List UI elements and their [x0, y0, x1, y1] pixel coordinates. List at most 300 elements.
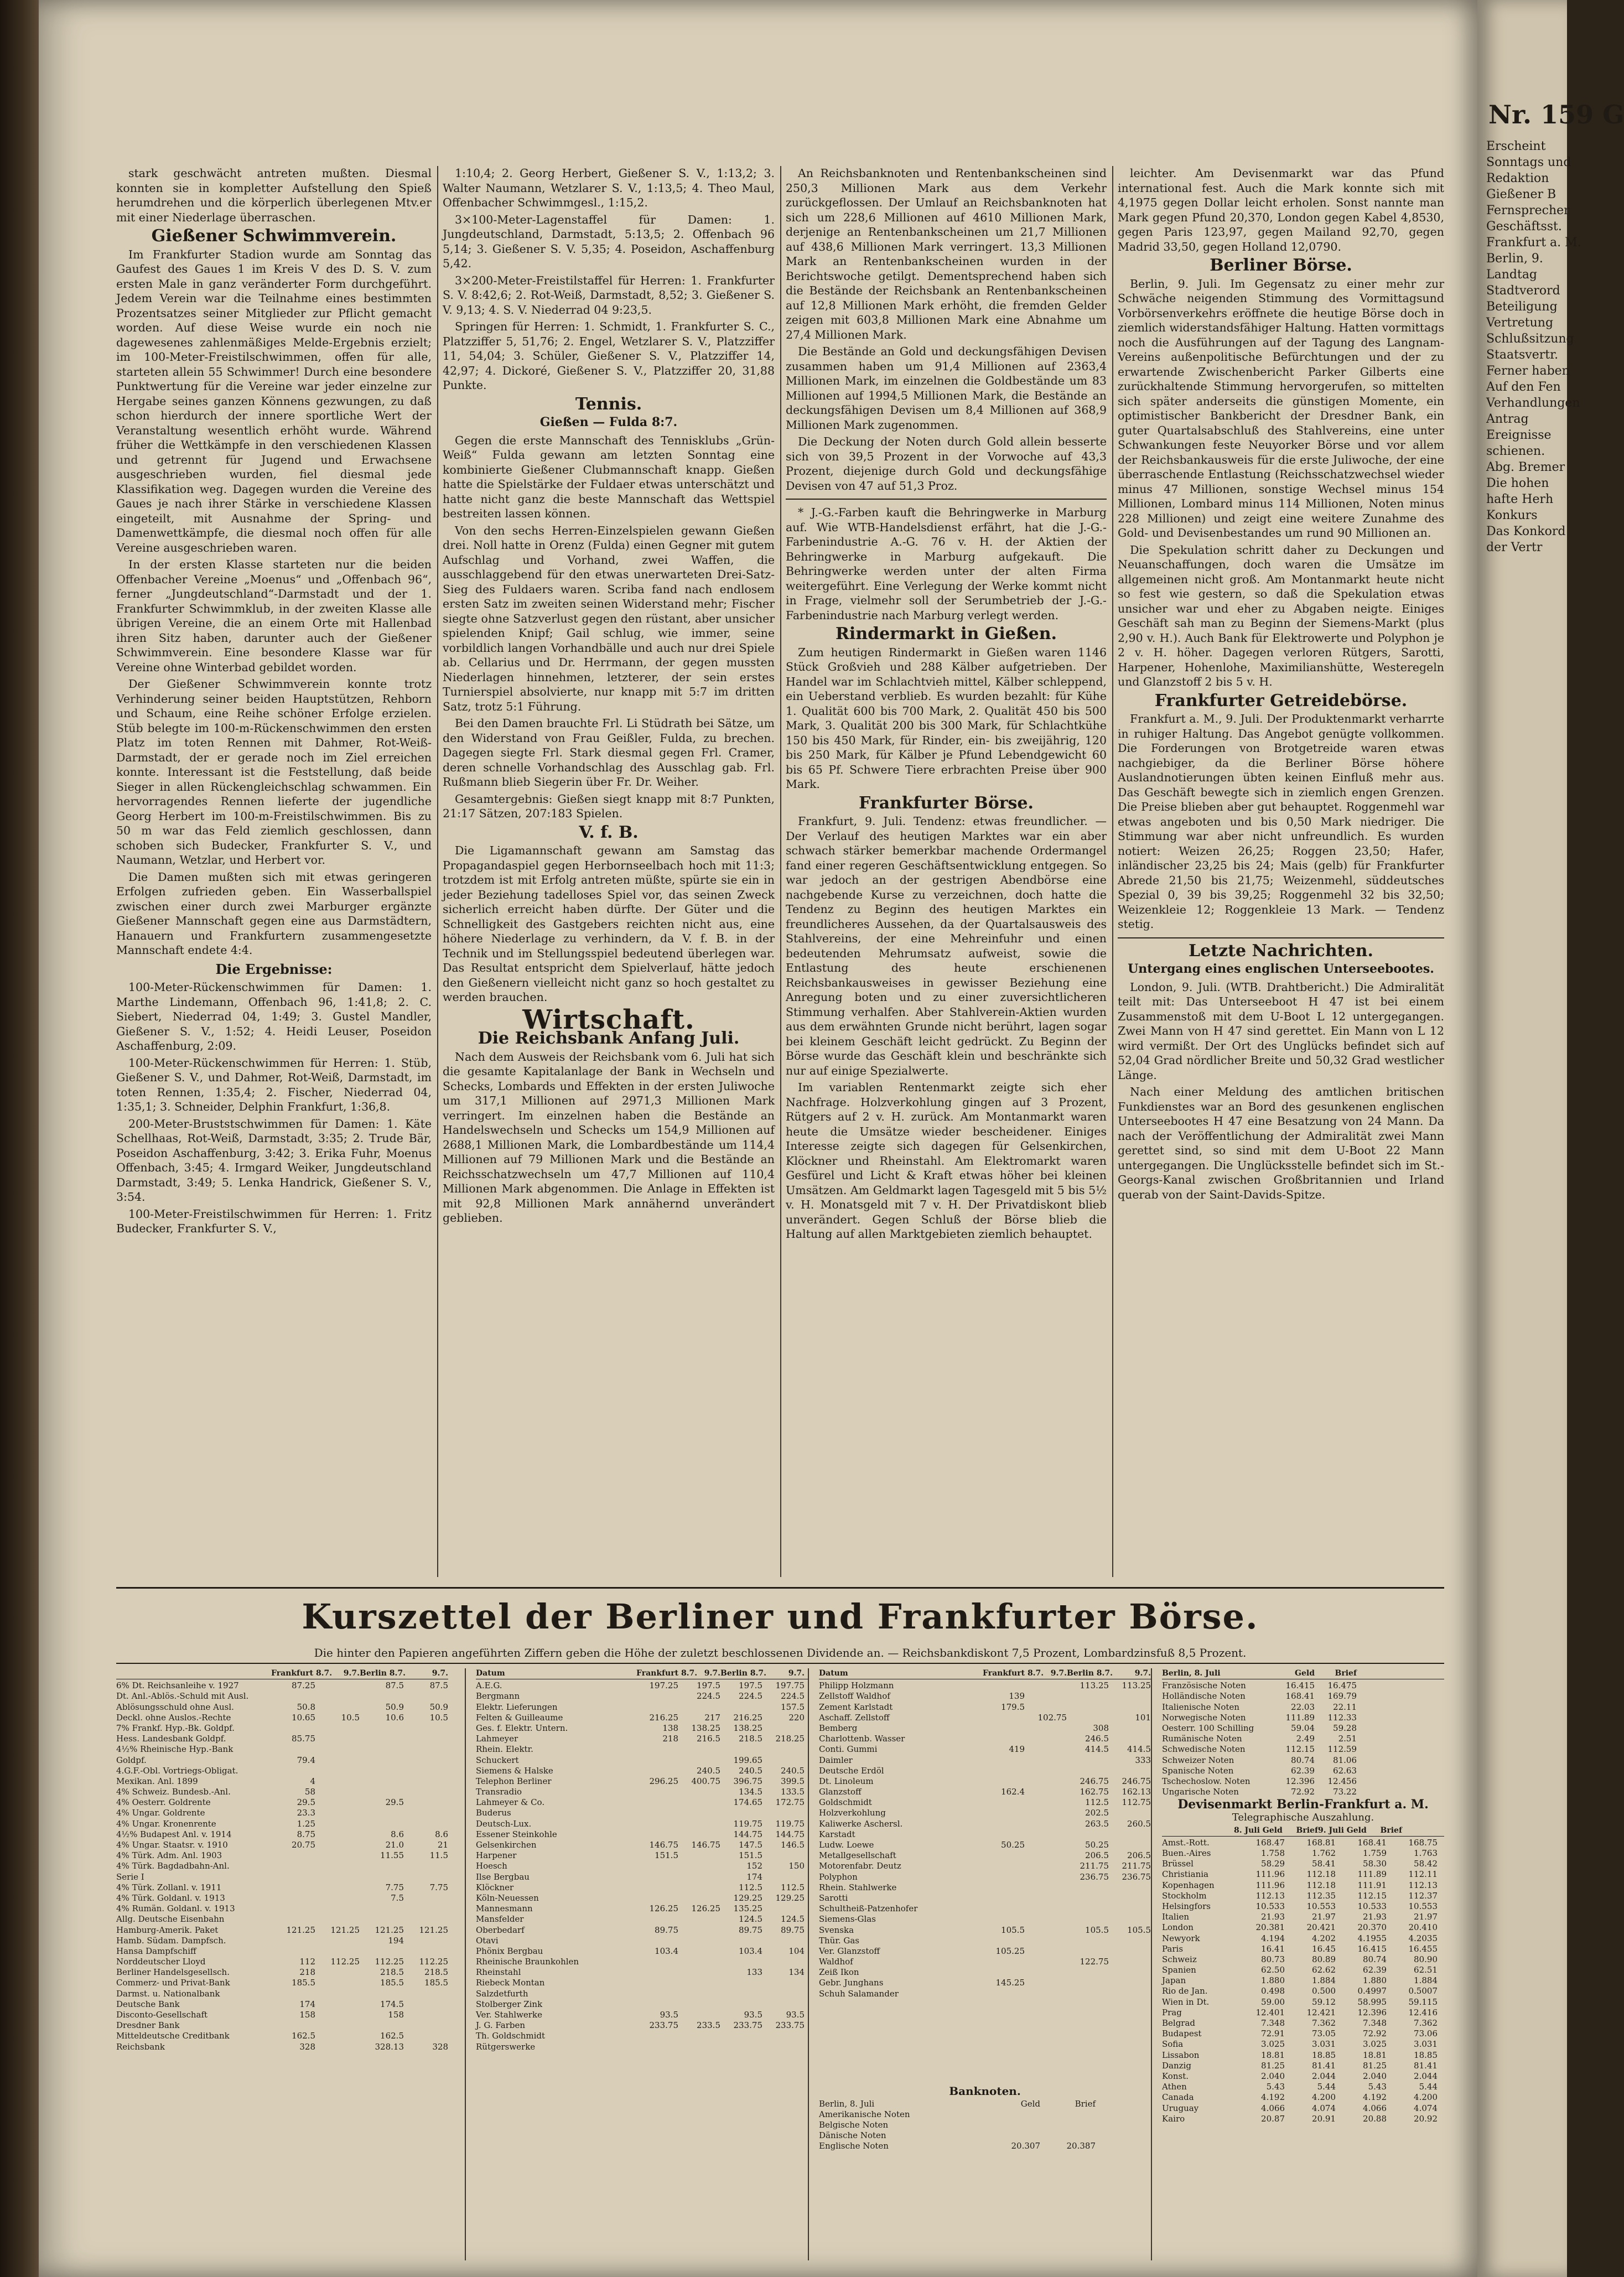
price-cell: 72.92: [1291, 1787, 1315, 1797]
security-name: 4% Ungar. Kronenrente: [116, 1818, 216, 1829]
rate-cell: 21.97: [1312, 1912, 1336, 1922]
price-cell: 29.5: [297, 1797, 315, 1808]
price-cell: [1109, 1914, 1151, 1925]
security-name: Dresdner Bank: [116, 2020, 180, 2031]
article-paragraph: Die Bestände an Gold und deckungsfähigen Devisen zusammen haben um 91,4 Millionen auf 2363,4 Millionen Mark, im einzelnen die Goldbestände um 83 Millionen auf 1994,5 Millionen Mark, die Bestände an deckungsfähigen Devisen um 8,4 Millionen auf 368,9 Millionen Mark zugenommen.: [786, 345, 1107, 432]
price-cell: 112.5: [1085, 1797, 1109, 1808]
table-row: [116, 2010, 448, 2020]
price-cell: [636, 1819, 678, 1829]
table-row: [819, 1840, 1151, 1850]
table-row: [1162, 1734, 1444, 1744]
price-cell: 89.75: [655, 1925, 678, 1935]
table-row: [116, 1967, 448, 1978]
price-cell: [1025, 1691, 1067, 1702]
book-spine: [0, 0, 39, 2277]
price-cell: [983, 1808, 1025, 1818]
price-cell: [1025, 1893, 1067, 1903]
price-cell: [678, 1946, 720, 1957]
price-cell: [636, 1999, 678, 2010]
security-name: Schweizer Noten: [1162, 1755, 1234, 1765]
price-cell: 81.06: [1333, 1755, 1357, 1765]
price-cell: [271, 1903, 315, 1914]
price-cell: 174.5: [380, 1999, 404, 2009]
currency-name: Stockholm: [1162, 1890, 1207, 1901]
price-cell: [315, 1797, 360, 1808]
price-cell: [983, 1819, 1025, 1829]
table-row: [1162, 2039, 1444, 2050]
price-cell: [315, 1680, 360, 1691]
price-cell: [1109, 1946, 1151, 1957]
price-cell: [404, 1819, 448, 1829]
rate-cell: 12.416: [1408, 2007, 1438, 2017]
price-cell: 87.5: [385, 1680, 404, 1691]
price-cell: 218.5: [424, 1967, 448, 1978]
price-cell: [983, 1893, 1025, 1903]
right-page-edge: [1477, 0, 1624, 2277]
security-name: Rhein. Elektr.: [476, 1744, 533, 1755]
header-cell: 9. Juli Geld: [1318, 1825, 1367, 1835]
price-cell: 7.5: [391, 1892, 404, 1903]
article-paragraph: Zum heutigen Rindermarkt in Gießen waren 1146 Stück Großvieh und 288 Kälber aufgetrieben. Der Handel war im Schlachtvieh mittel, Kälber schleppend, ein Ueberstand verblieb. Es wurden bezahlt: für Kühe 1. Qualität 600 bis 700 Mark, 2. Qualität 450 bis 500 Mark, 3. Qualität 200 bis 300 Mark, für Schlachtkühe 150 bis 450 Mark, für Rinder, ein- bis zweijährig, 120 bis 250 Mark, für Kälber je Pfund Lebendgewicht 60 bis 65 Pf. Schwere Tiere erbrachten Preise über 900 Mark.: [786, 645, 1107, 791]
price-cell: 121.25: [286, 1925, 315, 1935]
price-cell: [1025, 1787, 1067, 1797]
security-name: Hamb. Südam. Dampfsch.: [116, 1935, 226, 1946]
price-cell: 218: [662, 1734, 678, 1744]
table-row: [819, 2130, 1151, 2141]
security-name: Daimler: [819, 1755, 853, 1765]
security-name: Rheinische Braunkohlen: [476, 1957, 579, 1967]
security-name: Zellstoff Waldhof: [819, 1691, 890, 1702]
price-cell: 50.9: [429, 1702, 448, 1712]
price-cell: [762, 2031, 805, 2041]
price-cell: 89.75: [781, 1925, 805, 1935]
security-name: Philipp Holzmann: [819, 1680, 894, 1691]
price-cell: [1067, 1936, 1109, 1946]
security-name: Disconto-Gesellschaft: [116, 2010, 208, 2020]
price-cell: [636, 1989, 678, 1999]
price-cell: 162.5: [292, 2031, 315, 2041]
price-cell: 419: [1009, 1744, 1025, 1755]
security-name: Ver. Stahlwerke: [476, 2010, 542, 2020]
price-cell: [1067, 1903, 1109, 1914]
price-cell: [360, 1808, 404, 1818]
price-cell: [271, 1989, 315, 1999]
rate-cell: 111.96: [1255, 1869, 1285, 1880]
price-cell: 112.25: [419, 1957, 448, 1967]
price-cell: 216.25: [649, 1712, 678, 1723]
rate-cell: 0.4997: [1357, 1986, 1387, 1996]
column-divider: [437, 166, 438, 1577]
table-row: [116, 1957, 448, 1967]
price-cell: 119.75: [733, 1818, 762, 1829]
kurszettel-title: Kurszettel der Berliner und Frankfurter Börse.: [302, 1596, 1259, 1637]
rate-cell: 62.39: [1363, 1965, 1387, 1975]
table-row: [819, 1850, 1151, 1861]
article-paragraph: Die Ligamannschaft gewann am Samstag das Propagandaspiel gegen Herbornseelbach hoch mit 11:3; trotzdem ist mit Erfolg antreten müßte, spürte sie ein in jeder Beziehung tadelloses Spiel vor, das seinen Zweck sicherlich erreicht haben dürfte. Der Güter und die Schnelligkeit des Gastgebers reichten nicht aus, eine höhere Niederlage zu verhindern, da V. f. B. in der Technik und im Stellungsspiel bedeutend überlegen war. Das Resultat entspricht dem Spielverlauf, hätte jedoch den Gießenern vielleicht nicht ganz so hoch gestaltet zu werden brauchen.: [443, 844, 775, 1004]
security-name: Allg. Deutsche Eisenbahn: [116, 1914, 225, 1925]
article-paragraph: 3×100-Meter-Lagenstaffel für Damen: 1. Jungdeutschland, Darmstadt, 5:13,5; 2. Offenbach 96 5,14; 3. Gießener S. V. 5,35; 4. Poseidon, Aschaffenburg 5,42.: [443, 212, 775, 270]
rate-cell: 4.066: [1363, 2103, 1387, 2113]
header-cell: Datum: [476, 1669, 505, 1678]
security-name: Motorenfabr. Deutz: [819, 1861, 901, 1871]
price-cell: 50.25: [1085, 1840, 1109, 1850]
price-cell: [271, 1861, 315, 1871]
price-cell: 139: [1009, 1691, 1025, 1702]
rate-cell: 62.51: [1414, 1965, 1438, 1975]
article-paragraph: London, 9. Juli. (WTB. Drahtbericht.) Die Admiralität teilt mit: Das Unterseeboot H 47 ist bei einem Zusammenstoß mit dem U-Boot L 12 untergegangen. Zwei Mann von H 47 sind gerettet. Ein Mann von L 12 wird vermißt. Der Ort des Unglücks befindet sich auf 52,04 Grad nördlicher Breite und 50,32 Grad westlicher Länge.: [1118, 980, 1444, 1082]
price-cell: 144.75: [775, 1829, 805, 1839]
table-header: [1162, 1825, 1444, 1837]
column-divider: [1112, 166, 1113, 1577]
rate-cell: 4.066: [1261, 2103, 1285, 2113]
security-name: Gebr. Junghans: [819, 1978, 884, 1988]
price-cell: 87.25: [292, 1680, 315, 1691]
security-name: Schultheiß-Patzenhofer: [819, 1903, 918, 1914]
security-name: Ges. f. Elektr. Untern.: [476, 1723, 568, 1733]
table-row: [116, 1702, 448, 1713]
table-row: [1162, 1880, 1444, 1891]
price-cell: 263.5: [1085, 1818, 1109, 1829]
security-name: Lahmeyer & Co.: [476, 1797, 545, 1808]
price-cell: 211.75: [1080, 1861, 1109, 1871]
rate-cell: 7.348: [1261, 2018, 1285, 2029]
price-cell: [1025, 1723, 1067, 1734]
header-cell: 9.7.: [704, 1669, 720, 1678]
security-name: Spanische Noten: [1162, 1765, 1234, 1776]
article-paragraph: An Reichsbanknoten und Rentenbankscheinen sind 250,3 Millionen Mark aus dem Verkehr zurückgeflossen. Der Umlauf an Reichsbanknoten hat sich um 228,6 Millionen auf 4610 Millionen Mark, derjenige an Rentenbankscheinen um 21,7 Millionen auf 438,6 Millionen Mark verringert. 13,3 Millionen Mark an Rentenbankscheinen wurden in der Berichtswoche getilgt. Dementsprechend haben sich die Bestände der Reichsbank an Rentenbankscheinen auf 12,8 Millionen Mark erhöht, die fremden Gelder zeigen mit 603,8 Millionen Mark eine Abnahme um 27,4 Millionen Mark.: [786, 167, 1107, 341]
price-cell: [360, 1734, 404, 1744]
header-cell: Brief: [1075, 2099, 1096, 2109]
currency-name: Canada: [1162, 2092, 1194, 2103]
rate-cell: 21.93: [1363, 1912, 1387, 1922]
table-row: [819, 1713, 1151, 1723]
rate-cell: 4.200: [1414, 2092, 1438, 2103]
price-cell: [1025, 1989, 1067, 1999]
devisen-subtitle: Telegraphische Auszahlung.: [1232, 1812, 1374, 1824]
price-cell: [404, 1691, 448, 1702]
table-row: [819, 1829, 1151, 1840]
price-cell: [678, 1808, 720, 1818]
price-cell: [360, 1946, 404, 1957]
column-sport-wirtschaft: [443, 166, 775, 1228]
table-row: [476, 2042, 808, 2052]
price-cell: 21: [437, 1840, 448, 1850]
price-cell: [1025, 1957, 1067, 1967]
article-paragraph: 100-Meter-Rückenschwimmen für Damen: 1. Marthe Lindemann, Offenbach 96, 1:41,8; 2. C. Siebert, Niederrad 04, 1:49; 3. Gustel Mandler, Gießener S. V., 1:52; 4. Heidi Leuser, Poseidon Aschaffenburg, 2:09.: [116, 981, 432, 1052]
security-name: A.E.G.: [476, 1680, 502, 1691]
price-cell: 105.5: [1127, 1925, 1151, 1935]
price-cell: 152: [746, 1861, 762, 1871]
rate-cell: [985, 2109, 1040, 2120]
rate-cell: 72.91: [1261, 2029, 1285, 2039]
table-row: [1162, 1755, 1444, 1766]
price-cell: [404, 2010, 448, 2020]
price-cell: 124.5: [781, 1914, 805, 1925]
price-cell: [1025, 1967, 1067, 1978]
table-row: [1162, 2008, 1444, 2018]
currency-name: Brüssel: [1162, 1859, 1194, 1869]
edge-line: hafte Herh: [1486, 492, 1554, 506]
price-cell: 10.65: [292, 1712, 315, 1723]
price-cell: [404, 1936, 448, 1946]
security-name: Köln-Neuessen: [476, 1892, 539, 1903]
table-row: [819, 1989, 1151, 1999]
currency-name: Danzig: [1162, 2060, 1191, 2071]
security-name: Rütgerswerke: [476, 2041, 536, 2052]
column-wirtschaft: [786, 166, 1107, 1244]
price-cell: [636, 1702, 678, 1713]
price-cell: [1109, 1903, 1151, 1914]
rate-cell: 168.41: [1357, 1837, 1387, 1848]
price-cell: [678, 1957, 720, 1967]
kurs-table-anleihen: [116, 1668, 448, 2052]
price-cell: 134: [788, 1967, 805, 1978]
edge-line: Ereignisse: [1486, 428, 1552, 442]
price-cell: [1025, 1872, 1067, 1882]
rate-cell: [985, 2130, 1040, 2141]
price-cell: [636, 1957, 678, 1967]
security-name: Stolberger Zink: [476, 1999, 543, 2009]
column-boerse-nachrichten: [1118, 166, 1444, 1204]
edge-line: Erscheint: [1486, 139, 1546, 153]
table-row: [116, 1766, 448, 1776]
price-cell: [1025, 1797, 1067, 1808]
security-name: Mexikan. Anl. 1899: [116, 1776, 198, 1786]
price-cell: 112: [299, 1957, 315, 1967]
rate-cell: 80.74: [1363, 1954, 1387, 1964]
article-paragraph: Die Damen mußten sich mit etwas geringeren Erfolgen zufrieden geben. Ein Wasserballspiel zwischen einer durch zwei Marburger ergänzte Gießener Mannschaft gegen eine aus Darmstädtern, Hanauern und Frankfurtern zusammengesetzte Mannschaft endete 4:4.: [116, 870, 432, 957]
price-cell: 233.75: [733, 2020, 762, 2031]
price-cell: 174: [299, 1999, 315, 2009]
price-cell: [983, 1797, 1025, 1808]
security-name: 4.G.F.-Obl. Vortriegs-Obligat.: [116, 1765, 238, 1776]
table-row: [476, 1999, 808, 2010]
table-row: [819, 1978, 1151, 1988]
edge-line: Konkurs: [1486, 509, 1538, 522]
rate-cell: 168.75: [1408, 1837, 1438, 1848]
security-name: 4% Türk. Bagdadbahn-Anl.: [116, 1861, 230, 1871]
security-name: Mansfelder: [476, 1914, 524, 1925]
edge-line: Geschäftsst.: [1486, 220, 1562, 234]
article-paragraph: Gegen die erste Mannschaft des Tennisklubs „Grün-Weiß“ Fulda gewann am letzten Sonntag eine kombinierte Gießener Clubmannschaft knapp. Gießen hatte die Spielstärke der Fuldaer etwas unterschätzt und hatte nicht ganz die beste Mannschaft das Wettspiel bestreiten lassen können.: [443, 433, 775, 520]
price-cell: [1025, 1808, 1067, 1818]
header-cell: Frankfurt 8.7.: [983, 1669, 1044, 1678]
table-row: [819, 1702, 1151, 1713]
price-cell: [1025, 1766, 1067, 1776]
rate-cell: 7.362: [1312, 2018, 1336, 2029]
price-cell: [762, 1903, 805, 1914]
table-row: [476, 1957, 808, 1967]
edge-line: Die hohen: [1486, 476, 1549, 490]
price-cell: [983, 1989, 1025, 1999]
security-name: Zeiß Ikon: [819, 1967, 859, 1978]
article-paragraph: Bei den Damen brauchte Frl. Li Stüdrath bei Sätze, um den Widerstand von Frau Geißler, Fulda, zu brechen. Dagegen siegte Frl. Stark diesmal gegen Frl. Cramer, deren schnelle Vorhandschlag des Ausschlag gab. Frl. Rußmann blieb Siegerin über Fr. Dr. Weiher.: [443, 717, 775, 789]
price-cell: 240.5: [739, 1765, 762, 1776]
table-row: [476, 1840, 808, 1850]
price-cell: 172.75: [775, 1797, 805, 1808]
table-row: [1162, 1986, 1444, 1996]
table-row: [116, 1893, 448, 1903]
price-cell: [983, 1776, 1025, 1787]
price-cell: 211.75: [1122, 1861, 1151, 1871]
security-name: 4% Türk. Goldanl. v. 1913: [116, 1892, 225, 1903]
security-name: Thür. Gas: [819, 1935, 860, 1946]
price-cell: 59.04: [1291, 1723, 1315, 1733]
table-row: [476, 2020, 808, 2031]
price-cell: 16.415: [1285, 1680, 1315, 1691]
price-cell: [1109, 1808, 1151, 1818]
table-row: [819, 2109, 1151, 2120]
security-name: Harpener: [476, 1850, 517, 1861]
rate-cell: 5.43: [1368, 2082, 1387, 2092]
price-cell: 62.63: [1333, 1765, 1357, 1776]
table-row: [1162, 2103, 1444, 2114]
price-cell: [404, 1744, 448, 1755]
price-cell: [404, 1776, 448, 1787]
price-cell: [983, 1914, 1025, 1925]
article-paragraph: 200-Meter-Bruststschwimmen für Damen: 1. Käte Schellhaas, Rot-Weiß, Darmstadt, 3:35; 2. Trude Bär, Poseidon Aschaffenburg, 3:42; 3. Erika Fuhr, Moenus Offenbach, 3:45; 4. Irmgard Weiker, Jungdeutschland Darmstadt, 3:49; 5. Lenka Handrick, Gießener S. V., 3:54.: [116, 1117, 432, 1204]
table-row: [1162, 2018, 1444, 2029]
table-row: [819, 1797, 1151, 1808]
price-cell: 104: [788, 1946, 805, 1956]
table-row: [1162, 1744, 1444, 1755]
header-cell: Datum: [819, 1669, 848, 1678]
table-row: [1162, 1965, 1444, 1975]
rate-cell: 4.194: [1261, 1933, 1285, 1943]
table-row: [116, 1744, 448, 1755]
rate-cell: 20.421: [1306, 1922, 1336, 1933]
security-name: Tschechoslow. Noten: [1162, 1776, 1251, 1786]
rate-cell: 12.396: [1357, 2007, 1387, 2017]
price-cell: 157.5: [781, 1702, 805, 1712]
price-cell: 399.5: [781, 1776, 805, 1786]
security-name: Deutsch-Lux.: [476, 1818, 532, 1829]
security-name: Italienische Noten: [1162, 1702, 1239, 1712]
price-cell: 144.75: [733, 1829, 762, 1839]
price-cell: [315, 2020, 360, 2031]
banknoten-title: Banknoten.: [949, 2084, 1021, 2098]
price-cell: [360, 1755, 404, 1766]
rate-cell: 18.81: [1363, 2050, 1387, 2060]
rate-cell: 58.30: [1363, 1859, 1387, 1869]
price-cell: 129.25: [733, 1892, 762, 1903]
table-row: [116, 1680, 448, 1691]
rate-cell: 20.387: [1066, 2141, 1096, 2151]
price-cell: [360, 2020, 404, 2031]
table-row: [476, 1766, 808, 1776]
price-cell: 124.5: [739, 1914, 762, 1925]
rate-cell: 4.200: [1312, 2092, 1336, 2103]
price-cell: [315, 1903, 360, 1914]
rate-cell: 112.37: [1408, 1890, 1438, 1901]
rate-cell: 73.06: [1414, 2029, 1438, 2039]
table-row: [819, 1957, 1151, 1967]
price-cell: [315, 1936, 360, 1946]
price-cell: 199.65: [733, 1755, 762, 1765]
rate-cell: 10.533: [1255, 1901, 1285, 1911]
currency-name: Spanien: [1162, 1965, 1196, 1975]
table-row: [116, 1840, 448, 1850]
header-cell: Brief: [1335, 1669, 1357, 1678]
table-row: [1162, 1891, 1444, 1901]
table-row: [116, 1999, 448, 2010]
price-cell: 185.5: [380, 1978, 404, 1988]
price-cell: [983, 1936, 1025, 1946]
currency-name: Japan: [1162, 1975, 1186, 1986]
table-row: [819, 1861, 1151, 1871]
rate-cell: [1040, 2109, 1096, 2120]
table-row: [476, 2010, 808, 2020]
price-cell: [271, 1946, 315, 1957]
security-name: Mitteldeutsche Creditbank: [116, 2031, 230, 2041]
security-name: Deutsche Bank: [116, 1999, 180, 2009]
table-row: [476, 1702, 808, 1713]
price-cell: [360, 1819, 404, 1829]
price-cell: [404, 2031, 448, 2041]
rate-cell: 62.50: [1261, 1965, 1285, 1975]
table-row: [116, 1872, 448, 1882]
edge-line: Fernsprecher: [1486, 204, 1570, 217]
rate-cell: 10.553: [1306, 1901, 1336, 1911]
table-row: [1162, 1838, 1444, 1848]
price-cell: 150: [788, 1861, 805, 1871]
rate-cell: 5.43: [1266, 2082, 1285, 2092]
price-cell: 121.25: [330, 1925, 360, 1935]
price-cell: 10.5: [429, 1712, 448, 1723]
price-cell: [1109, 1702, 1151, 1713]
table-row: [819, 2141, 1151, 2151]
price-cell: [678, 1893, 720, 1903]
header-cell: Geld: [1020, 2099, 1040, 2109]
price-cell: [1067, 1914, 1109, 1925]
table-row: [116, 1797, 448, 1808]
security-name: Hansa Dampfschiff: [116, 1946, 196, 1956]
table-row: [116, 1882, 448, 1893]
table-row: [1162, 2092, 1444, 2103]
price-cell: 112.5: [781, 1882, 805, 1892]
rate-cell: 111.89: [1357, 1869, 1387, 1880]
edge-line: Staatsvertr.: [1486, 348, 1559, 362]
price-cell: [678, 1819, 720, 1829]
price-cell: 217: [704, 1712, 720, 1723]
price-cell: [636, 1808, 678, 1818]
table-row: [476, 1691, 808, 1702]
price-cell: [1109, 1978, 1151, 1988]
price-cell: [636, 1755, 678, 1766]
security-name: Norwegische Noten: [1162, 1712, 1246, 1723]
price-cell: [1025, 1755, 1067, 1766]
price-cell: 185.5: [292, 1978, 315, 1988]
price-cell: [1025, 1946, 1067, 1957]
price-cell: [1025, 1829, 1067, 1840]
price-cell: [404, 1999, 448, 2010]
price-cell: 126.25: [649, 1903, 678, 1914]
security-name: Phönix Bergbau: [476, 1946, 543, 1956]
header-cell: Geld: [1295, 1669, 1315, 1678]
price-cell: [404, 1914, 448, 1925]
rate-cell: 1.759: [1363, 1848, 1387, 1859]
rate-cell: 72.92: [1363, 2029, 1387, 2039]
price-cell: [762, 2042, 805, 2052]
price-cell: [1025, 1680, 1067, 1691]
price-cell: [315, 1989, 360, 1999]
currency-name: Athen: [1162, 2082, 1187, 2092]
table-row: [819, 1882, 1151, 1893]
section-heading: Wirtschaft.: [522, 1004, 695, 1035]
price-cell: 1.25: [297, 1818, 315, 1829]
price-cell: [720, 1978, 762, 1988]
rate-cell: 168.47: [1255, 1837, 1285, 1848]
